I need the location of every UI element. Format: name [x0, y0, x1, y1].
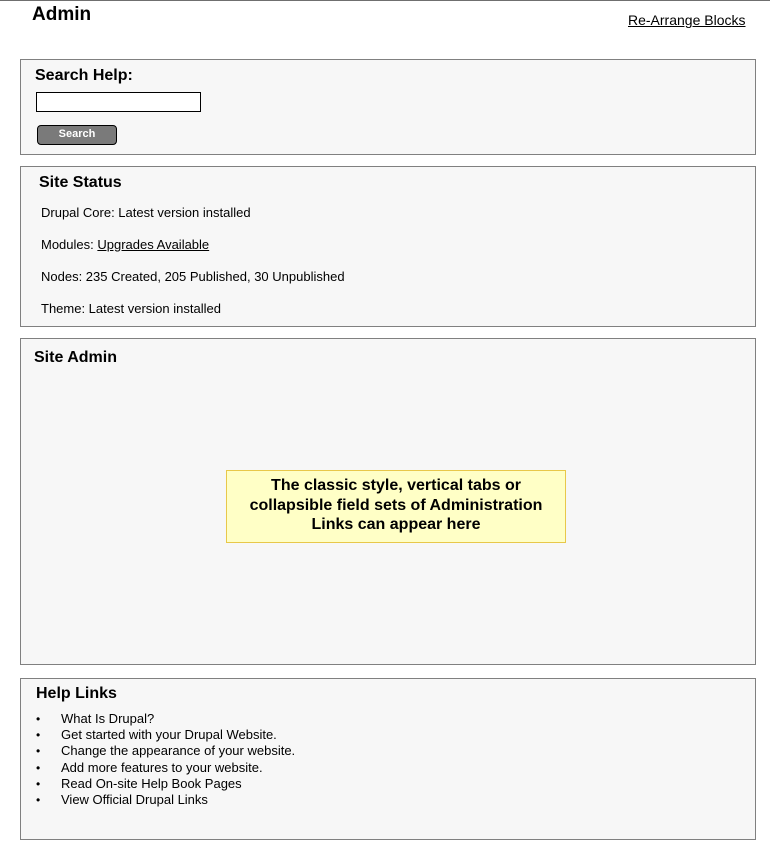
help-link-get-started[interactable] — [36, 727, 295, 743]
page-title: Admin — [32, 4, 92, 25]
help-link-add-features[interactable] — [36, 760, 295, 776]
search-help-title: Search Help: — [35, 67, 133, 84]
modules-status — [41, 237, 209, 252]
help-link-label: What Is Drupal? — [61, 711, 155, 726]
site-status-title: Site Status — [39, 174, 122, 191]
bullet-icon: • — [36, 728, 41, 743]
help-link-what-is-drupal[interactable] — [36, 711, 295, 727]
help-link-label: View Official Drupal Links — [61, 792, 208, 808]
bullet-icon: • — [36, 793, 41, 808]
help-link-label: Change the appearance of your website. — [61, 743, 296, 759]
site-admin-title: Site Admin — [34, 349, 117, 366]
bullet-icon: • — [36, 744, 41, 759]
help-link-label: Add more features to your website. — [61, 759, 263, 775]
help-link-help-book[interactable] — [36, 776, 295, 792]
modules-label: Modules: — [41, 237, 98, 252]
help-links-block — [20, 678, 756, 840]
help-link-official-links[interactable] — [36, 792, 295, 808]
search-help-block — [20, 59, 756, 155]
site-status-block — [20, 166, 756, 327]
help-links-list — [36, 711, 295, 808]
help-link-label: Get started with your Drupal Website. — [61, 727, 277, 743]
search-input[interactable] — [36, 92, 201, 112]
site-admin-block — [20, 338, 756, 665]
help-link-change-appearance[interactable] — [36, 743, 295, 759]
bullet-icon: • — [36, 712, 41, 726]
rearrange-blocks-link[interactable]: Re-Arrange Blocks — [628, 12, 746, 28]
drupal-core-status: Drupal Core: Latest version installed — [41, 205, 251, 220]
bullet-icon: • — [36, 760, 41, 775]
nodes-status: Nodes: 235 Created, 205 Published, 30 Unpublished — [41, 269, 345, 284]
search-button[interactable]: Search — [37, 125, 117, 145]
admin-links-placeholder-note: The classic style, vertical tabs or collapsible field sets of Administration Links can appear here — [226, 470, 566, 543]
bullet-icon: • — [36, 776, 41, 791]
help-links-title: Help Links — [36, 685, 117, 702]
help-link-label: Read On-site Help Book Pages — [61, 775, 242, 791]
upgrades-available-link[interactable]: Upgrades Available — [97, 237, 210, 252]
theme-status: Theme: Latest version installed — [41, 301, 221, 316]
